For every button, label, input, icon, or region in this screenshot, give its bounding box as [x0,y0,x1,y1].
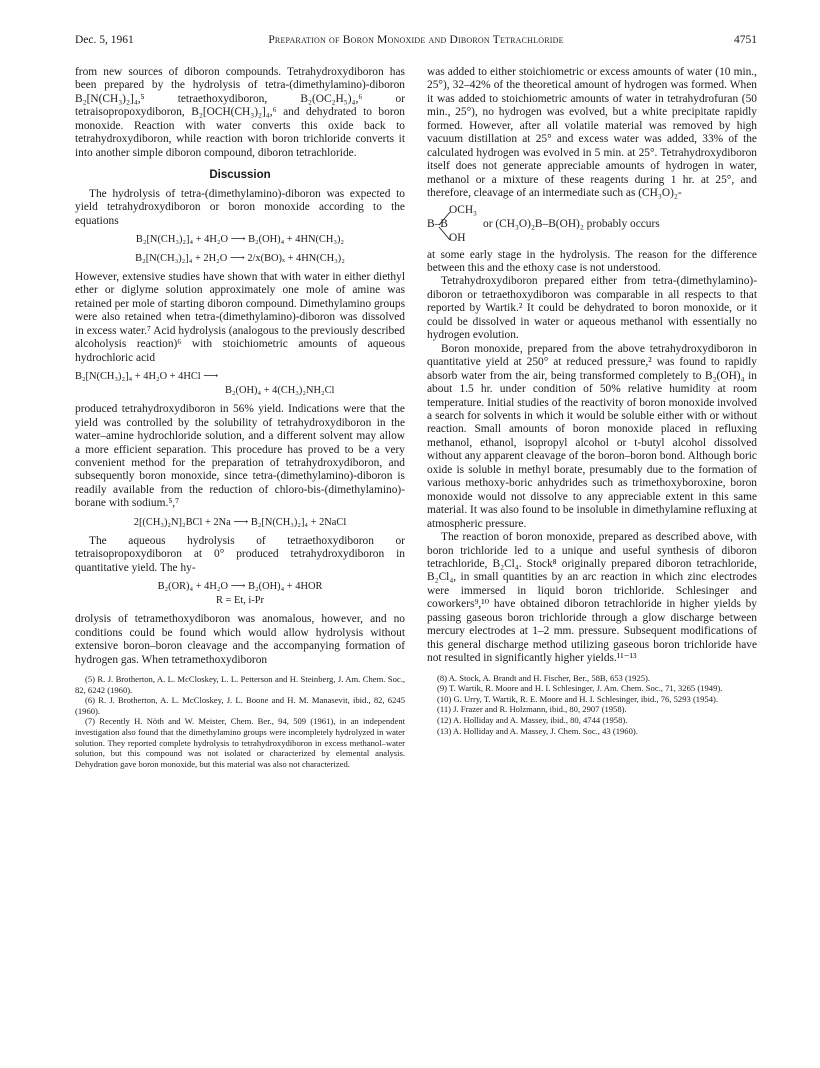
paragraph: drolysis of tetramethoxydiboron was anomalous, however, and no conditions could be found which would allow hydrolysis without extensive boron–boron cleavage and the accompanying formation of hydrogen gas. When tetramethoxydiboron [75,613,405,666]
paragraph: was added to either stoichiometric or excess amounts of water (10 min., 25°), 32–42% of the theoretical amount of hydrogen was formed. When it was added to stoichiometric amounts of water in tetrahydrofuran (50 min., 25°), no hydrogen was evolved, but a white precipitate rapidly formed. However, after all volatile material was removed by high vacuum distillation at 25° and excess water was added, 33% of the calculated hydrogen was evolved in 5 min. at 25°. Tetrahydroxydiboron itself does not generate appreciable amounts of hydrogen in water, methanol or a mixture of these reagents during 1 hr. at 25°, and therefore, cleavage of an intermediate such as (CH₃O)₂- [427,66,757,200]
paragraph: The reaction of boron monoxide, prepared as described above, with boron trichloride led to a unique and useful synthesis of diboron tetrachloride, B₂Cl₄. Stock⁸ originally prepared diboron tetrachloride, B₂Cl₄, in small quantities by an arc reaction in which zinc electrodes were immersed in liquid boron trichloride. Schlesinger and coworkers⁹,¹⁰ have obtained diboron tetrachloride in higher yields by passing gaseous boron trichloride through a glow discharge between mercury electrodes at 1–2 mm. pressure. Subsequent modifications of this general discharge method utilizing gaseous boron trichloride have not resulted in significantly higher yields.¹¹⁻¹³ [427,531,757,665]
page-number: 4751 [734,34,757,46]
equation-line: B₂(OR)₄ + 4H₂O ⟶ B₂(OH)₄ + 4HOR [157,581,323,593]
intro-paragraph: from new sources of diboron compounds. Tetrahydroxydiboron has been prepared by the hydrolysis of tetra-(dimethylamino)-diboron B₂[N(CH₃)₂]₄,⁵ tetraethoxydiboron, B₂(OC₂H₅)₄,⁶ or tetraisopropoxydiboron, B₂[OCH(CH₃)₂]₄,⁶ and dehydrated to boron monoxide. Reaction with water converts this oxide back to tetrahydroxydiboron, while reaction with boron trichloride converts it into another simple diboron compound, diboron tetrachloride. [75,66,405,159]
structure-substituent-bottom: OH [449,231,466,244]
equation-line: B₂(OH)₄ + 4(CH₃)₂NH₂Cl [225,385,335,397]
footnote: (6) R. J. Brotherton, A. L. McCloskey, J. L. Boone and H. M. Manasevit, ibid., 82, 6245 (1960). [75,695,405,716]
equation: B₂[N(CH₃)₂]₄ + 4H₂O ⟶ B₂(OH)₄ + 4HN(CH₃)₂ [135,233,345,245]
equation [75,370,405,398]
equation: 2[(CH₃)₂N]₂BCl + 2Na ⟶ B₂[N(CH₃)₂]₄ + 2NaCl [133,516,347,528]
structure-core: B–B [427,217,448,230]
header-date: Dec. 5, 1961 [75,34,134,46]
footnote: (9) T. Wartik, R. Moore and H. I. Schlesinger, J. Am. Chem. Soc., 71, 3265 (1949). [437,683,723,694]
equation-condition: R = Et, i-Pr [215,595,264,607]
paragraph: produced tetrahydroxydiboron in 56% yield. Indications were that the yield was controlled by the solubility of tetrahydroxydiboron in the water–amine hydrochloride solution, and a different solvent may allow a more efficient separation. This procedure has proved to be a very convenient method for the preparation of tetrahydroxydiboron, and subsequently boron monoxide, since tetra-(dimethylamino)-diboron is readily available from the reduction of chloro-bis-(dimethylamino)-borane with sodium.⁵,⁷ [75,403,405,510]
structure-substituent-top: OCH₃ [449,203,478,216]
footnote: (10) G. Urry, T. Wartik, R. E. Moore and H. I. Schlesinger, ibid., 76, 5293 (1954). [437,693,718,704]
paragraph: Boron monoxide, prepared from the above tetrahydroxydiboron in quantitative yield at 250° at reduced pressure,² was found to rapidly absorb water from the air, being transformed completely to B₂(OH)₄ in about 1.5 hr. under condition of 50% relative humidity at room temperature. Initial studies of the reactivity of boron monoxide involved a search for solvents in which it would be soluble either with or without reaction. Small amounts of boron monoxide placed in refluxing methanol, ethanol, isopropyl alcohol or t-butyl alcohol dissolved without any apparent cleavage of the boron–boron bond. Although boric oxide is soluble in methyl borate, presumably due to the formation of various methoxy-boric anhydrides such as trimethoxyboroxine, boron monoxide would not dissolve to any appreciable extent in this same material. It was also found to be insoluble in dimethylamine refluxing at atmospheric pressure. [427,342,757,530]
equation-line: B₂[N(CH₃)₂]₄ + 4H₂O + 4HCl ⟶ [75,371,219,383]
paragraph: The aqueous hydrolysis of tetraethoxydiboron or tetraisopropoxydiboron at 0° produced tetrahydroxydiboron in quantitative yield. The hy- [75,534,405,574]
footnote: (13) A. Holliday and A. Massey, J. Chem. Soc., 43 (1960). [437,725,638,736]
footnote: (5) R. J. Brotherton, A. L. McCloskey, L. L. Petterson and H. Steinberg, J. Am. Chem. Soc., 82, 6242 (1960). [75,673,405,695]
structure-caption: or (CH₃O)₂B–B(OH)₂ probably occurs [483,217,660,230]
equation: B₂[N(CH₃)₂]₄ + 2H₂O ⟶ 2/x(BO)ₓ + 4HN(CH₃)₂ [135,252,345,264]
paragraph: at some early stage in the hydrolysis. The reason for the difference between this and the ethoxy case is not understood. [427,248,757,274]
footnote: (7) Recently H. Nöth and W. Meister, Chem. Ber., 94, 509 (1961), in an independent investigation also found that the dimethylamino groups were incompletely hydrolyzed in water solution. They reported complete hydrolysis to tetrahydroxydiboron in excess methanol–water solution, but this compound was not isolated or characterized by elemental analysis. Dehydration gave boron monoxide, but this material was also not characterized. [75,716,405,769]
left-column [75,66,405,769]
page-header [75,34,757,52]
structure-formula [427,204,757,246]
paragraph: However, extensive studies have shown that with water in either diethyl ether or diglyme solution approximately one mole of amine was retained per mole of starting diboron compound. Dimethylamino groups were also retained when tetra-(dimethylamino)-diboron was dissolved in excess water.⁷ Acid hydrolysis (analogous to the previously described alcoholysis reaction)⁶ with stoichiometric amounts of aqueous hydrochloric acid [75,270,405,364]
paragraph: Tetrahydroxydiboron prepared either from tetra-(dimethylamino)-diboron or tetraethoxydiboron was comparable in all respects to that reported by Wartik.² It could be dehydrated to boron monoxide, or it could be dissolved in water or aqueous methanol with essentially no hydrogen evolution. [427,275,757,342]
footnote: (8) A. Stock, A. Brandt and H. Fischer, Ber., 58B, 653 (1925). [437,672,651,683]
running-title: Preparation of Boron Monoxide and Diboron Tetrachloride [268,34,564,46]
paragraph: The hydrolysis of tetra-(dimethylamino)-diboron was expected to yield tetrahydroxydiboron or boron monoxide according to the equations [75,187,405,227]
footnote: (11) J. Frazer and R. Holzmann, ibid., 80, 2907 (1958). [437,704,627,715]
equation [75,580,405,608]
section-heading: Discussion [209,169,271,182]
right-column [427,66,757,736]
footnote: (12) A. Holliday and A. Massey, ibid., 80, 4744 (1958). [437,714,628,725]
footnotes [427,673,757,737]
footnotes [75,674,405,769]
